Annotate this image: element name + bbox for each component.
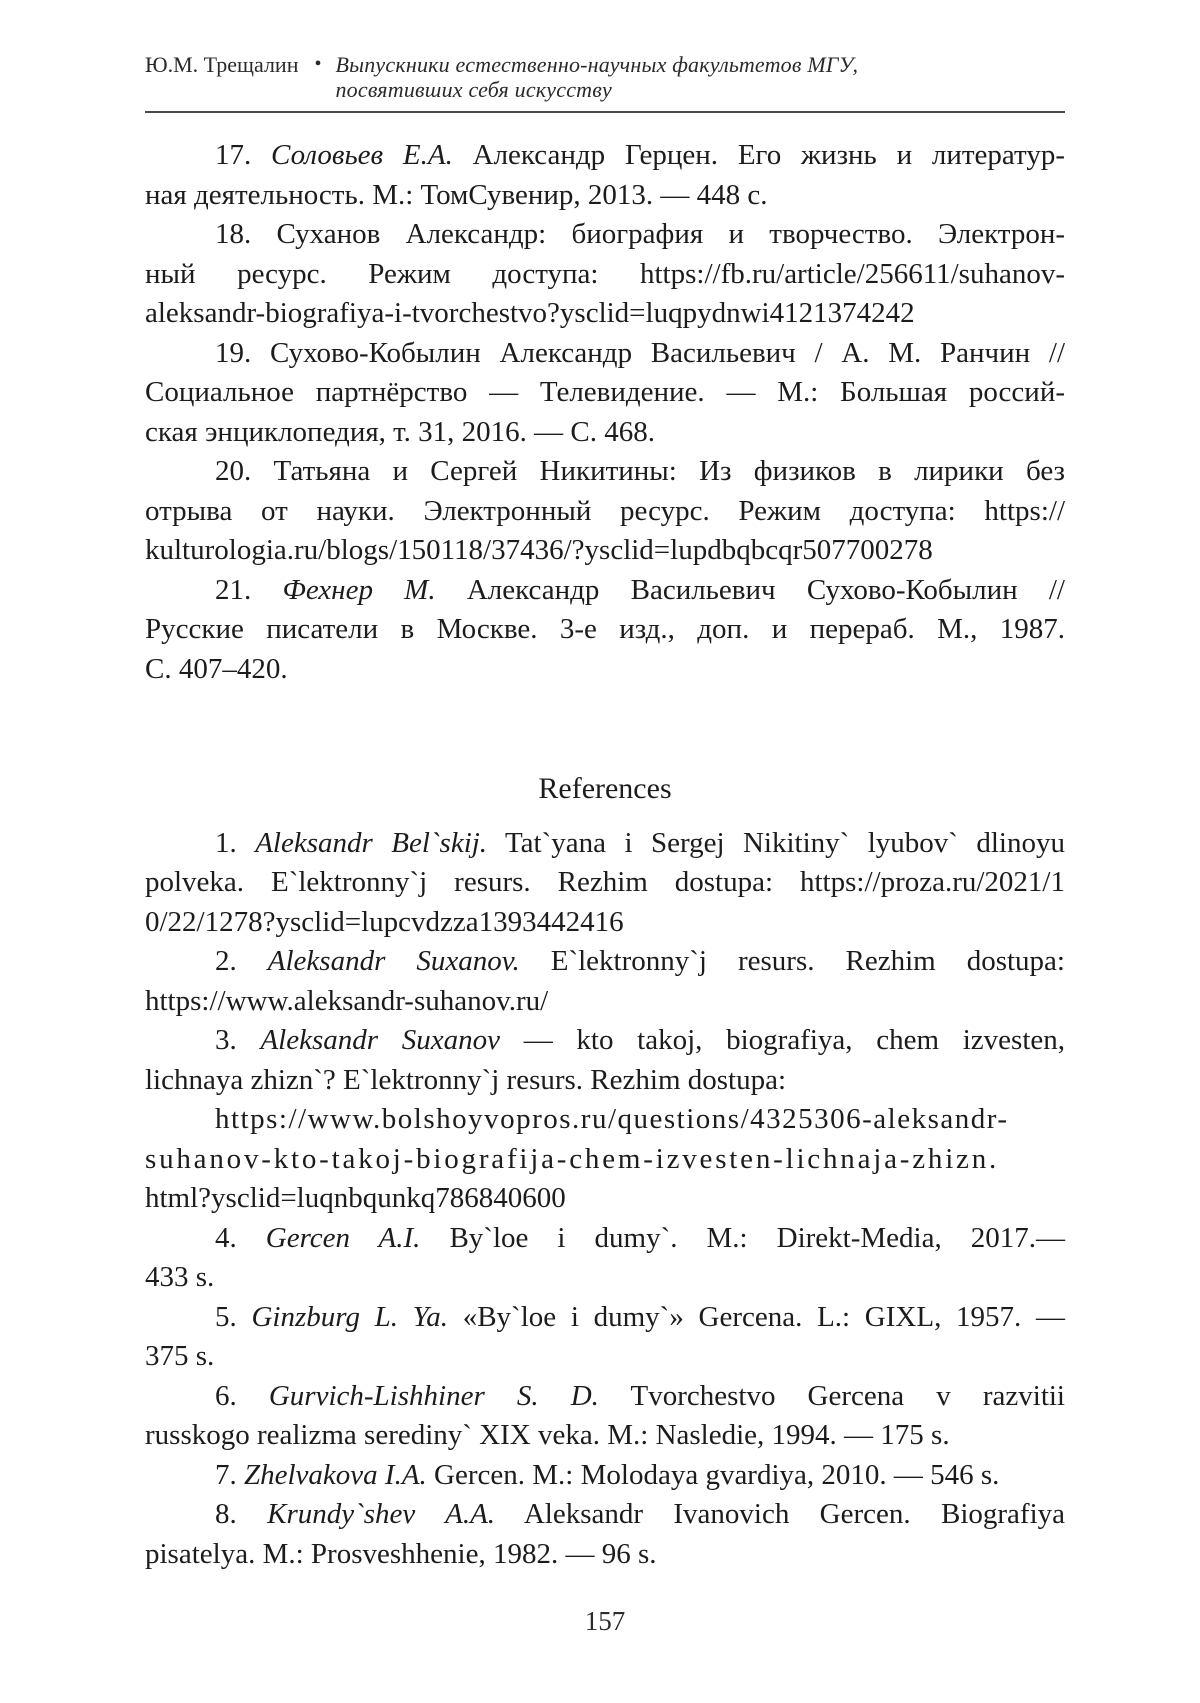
ref-line [145,1179,1065,1219]
ref-author: Gurvich-Lishhiner S. D. [268,1379,599,1412]
ref-author: Krundy`shev A.A. [267,1498,496,1530]
ref-line [145,334,1065,374]
ref-author: Соловьев Е.А. [271,139,453,171]
ref-line [145,1495,1065,1535]
ref-line [145,571,1065,611]
ref-text: pisatelya. M.: Prosveshhenie, 1982. — 96 s. [145,1537,657,1570]
ref-number: 6. [215,1379,269,1412]
ref-line [145,176,1065,216]
ref-number: 7. [215,1458,244,1491]
ref-text: Русские писатели в Москве. 3-е изд., доп. и перераб. М., 1987. [145,613,1065,645]
references-body [145,136,1065,1574]
ref-line [145,650,1065,690]
header-title-line1: Выпускники естественно-научных факультетов МГУ, [335,52,859,77]
ref-line [145,1140,1065,1180]
ref-text: 433 s. [145,1261,215,1293]
ref-url: html?ysclid=luqnbqunkq786840600 [145,1182,566,1214]
ref-text: Tat`yana i Sergej Nikitiny` lyubov` dlinoyu [487,826,1065,859]
ref-text: lichnaya zhizn`? E`lektronny`j resurs. Rezhim dostupa: [145,1063,787,1096]
ref-line [145,610,1065,650]
ref-line [145,1377,1065,1417]
ref-line [145,1021,1065,1061]
ref-text: С. 407–420. [145,652,288,685]
ref-text: russkogo realizma serediny` XIX veka. M.: Nasledie, 1994. — 175 s. [145,1419,950,1451]
ref-text: 20. Татьяна и Сергей Никитины: Из физиков в лирики без [215,455,1065,487]
page-footer [145,1602,1065,1641]
ref-url: kulturologia.ru/blogs/150118/37436/?ysclid=lupdbqbcqr507700278 [145,534,933,566]
ref-author: Zhelvakova I.A. [244,1458,427,1491]
ref-line [145,294,1065,334]
ref-author: Aleksandr Suxanov. [267,945,520,977]
ref-line [145,255,1065,295]
ref-line [145,452,1065,492]
ref-text: 19. Сухово-Кобылин Александр Васильевич / А. М. Ранчин // [215,336,1065,369]
ref-line [145,1337,1065,1377]
ref-url: https://www.bolshoyvopros.ru/questions/4325306-aleksandr- [215,1103,1009,1135]
ref-number: 5. [215,1300,252,1333]
ref-line [145,136,1065,176]
running-header [145,52,1065,113]
ref-line [145,942,1065,982]
ref-author: Фехнер М. [282,573,436,606]
ref-text: Gercen. M.: Molodaya gvardiya, 2010. — 546 s. [426,1458,1000,1491]
ref-number: 17. [215,139,272,171]
ref-text: «By`loe i dumy`» Gercena. L.: GIXL, 1957. — [447,1300,1065,1333]
references-heading: References [538,772,672,805]
ref-text: — kto takoj, biografiya, chem izvesten, [500,1024,1065,1056]
ref-line [145,215,1065,255]
ref-author: Gercen A.I. [265,1221,421,1254]
header-rule [145,111,1065,113]
ref-author: Aleksandr Suxanov [260,1024,500,1056]
page-number: 157 [584,1606,626,1636]
ref-line [145,863,1065,903]
ref-line [145,413,1065,453]
ref-line [145,1219,1065,1259]
ref-line [145,982,1065,1022]
ref-text: ская энциклопедия, т. 31, 2016. — С. 468. [145,415,656,448]
ref-number: 3. [215,1024,261,1056]
ref-text: 375 s. [145,1340,215,1372]
ref-url: 0/22/1278?ysclid=lupcvdzza1393442416 [145,905,624,938]
ref-text: ный ресурс. Режим доступа: https://fb.ru/article/256611/suhanov- [145,257,1065,290]
bullet-separator: • [314,53,322,75]
ref-line [145,1100,1065,1140]
ref-line [145,1061,1065,1101]
ref-number: 2. [215,945,268,977]
ref-line [145,531,1065,571]
header-title-line2: посвятивших себя искусству [335,77,612,102]
ref-text: Социальное партнёрство — Телевидение. — М.: Большая россий- [145,376,1065,408]
ref-text: Александр Герцен. Его жизнь и литератур- [452,139,1065,171]
ref-line [145,1456,1065,1496]
ref-number: 1. [215,826,256,859]
ref-text: ная деятельность. М.: ТомСувенир, 2013. — 448 с. [145,178,768,211]
ref-text: polveka. E`lektronny`j resurs. Rezhim dostupa: https://proza.ru/2021/1 [145,866,1065,898]
ref-url: https://www.aleksandr-suhanov.ru/ [145,984,549,1017]
ref-number: 8. [215,1498,268,1530]
ref-text: E`lektronny`j resurs. Rezhim dostupa: [519,945,1065,977]
ref-line [145,1298,1065,1338]
header-title [335,52,858,102]
ref-url: aleksandr-biografiya-i-tvorchestvo?ysclid=luqpydnwi4121374242 [145,297,915,329]
ref-text: Александр Васильевич Сухово-Кобылин // [435,573,1065,606]
ref-number: 21. [215,573,283,606]
ref-url: suhanov-kto-takoj-biografija-chem-izvesten-lichnaja-zhizn. [145,1142,1000,1175]
ref-author: Aleksandr Bel`skij. [255,826,488,859]
ref-line [145,1416,1065,1456]
ref-author: Ginzburg L. Ya. [251,1300,448,1333]
ref-line [145,824,1065,864]
ref-text: 18. Суханов Александр: биография и творчество. Электрон- [215,218,1065,250]
ref-text: By`loe i dumy`. M.: Direkt-Media, 2017.— [420,1221,1065,1254]
ref-text: отрыва от науки. Электронный ресурс. Режим доступа: https:// [145,494,1065,527]
ref-text: Tvorchestvo Gercena v razvitii [598,1379,1065,1412]
ref-line [145,373,1065,413]
ref-line [145,903,1065,943]
header-author: Ю.М. Трещалин [145,52,299,77]
ref-line [145,1535,1065,1575]
ref-text: Aleksandr Ivanovich Gercen. Biografiya [495,1498,1066,1530]
ref-line [145,492,1065,532]
ref-line [145,1258,1065,1298]
ref-number: 4. [215,1221,266,1254]
